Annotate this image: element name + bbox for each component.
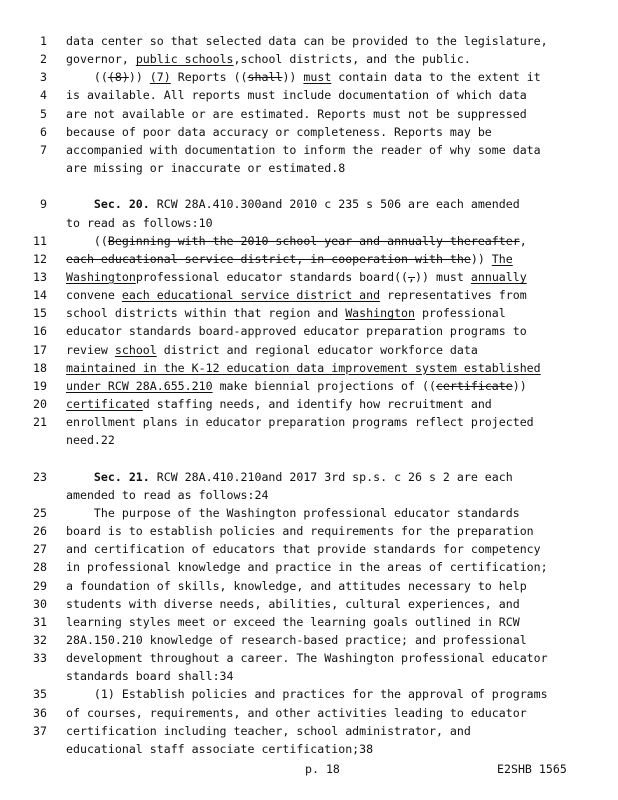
text-segment: (( bbox=[66, 70, 108, 85]
text-line bbox=[0, 32, 618, 50]
text-segment: in professional knowledge and practice in the areas of certification; bbox=[66, 560, 548, 575]
text-line bbox=[0, 685, 618, 703]
line-text bbox=[66, 395, 616, 413]
text-segment: )) bbox=[512, 378, 527, 393]
text-line bbox=[0, 286, 618, 304]
line-text bbox=[66, 105, 616, 123]
text-line bbox=[0, 268, 618, 286]
text-line bbox=[0, 377, 618, 395]
deleted-text: each educational service district, in cooperation with the bbox=[66, 251, 471, 266]
text-segment: convene bbox=[66, 288, 122, 303]
text-segment: is available. All reports must include documentation of which data bbox=[66, 88, 527, 103]
inserted-text: annually bbox=[470, 269, 527, 284]
page-footer bbox=[0, 760, 618, 778]
text-segment: standards board shall:34 bbox=[66, 669, 234, 684]
text-segment: development throughout a career. The Washington professional educator bbox=[66, 651, 548, 666]
line-text bbox=[66, 504, 616, 522]
text-line bbox=[0, 540, 618, 558]
text-segment: learning styles meet or exceed the learning goals outlined in RCW bbox=[66, 614, 520, 629]
line-number: 6 bbox=[40, 124, 47, 139]
text-line bbox=[0, 577, 618, 595]
text-segment: educator standards board-approved educator preparation programs to bbox=[66, 324, 527, 339]
inserted-text: maintained in the K-12 education data improvement system established bbox=[66, 360, 541, 375]
line-number: 12 bbox=[33, 251, 47, 266]
deleted-text: certificate bbox=[435, 378, 513, 393]
inserted-text: must bbox=[303, 70, 332, 85]
line-number: 3 bbox=[40, 70, 47, 85]
text-segment: The purpose of the Washington professional educator standards bbox=[66, 505, 520, 520]
text-line bbox=[0, 105, 618, 123]
text-line bbox=[0, 141, 618, 159]
line-number: 19 bbox=[33, 378, 47, 393]
line-text bbox=[66, 667, 616, 685]
text-line bbox=[0, 431, 618, 449]
line-number: 25 bbox=[33, 505, 47, 520]
line-number: 16 bbox=[33, 324, 47, 339]
text-line bbox=[0, 631, 618, 649]
line-number: 5 bbox=[40, 106, 47, 121]
text-line bbox=[0, 468, 618, 486]
text-line bbox=[0, 195, 618, 213]
text-segment: d staffing needs, and identify how recruitment and bbox=[142, 397, 492, 411]
line-text bbox=[66, 32, 616, 50]
text-segment: accompanied with documentation to inform the reader of why some data bbox=[66, 142, 541, 157]
line-text bbox=[66, 722, 616, 740]
text-line bbox=[0, 250, 618, 268]
line-text bbox=[66, 613, 616, 631]
line-number: 23 bbox=[33, 469, 47, 484]
line-number: 2 bbox=[40, 52, 47, 67]
line-text bbox=[66, 595, 616, 613]
text-segment: , bbox=[519, 233, 527, 248]
text-segment: representatives from bbox=[380, 288, 527, 303]
line-text bbox=[66, 685, 616, 703]
line-number: 28 bbox=[33, 560, 47, 575]
bill-identifier: E2SHB 1565 bbox=[497, 762, 567, 776]
text-line bbox=[0, 558, 618, 576]
line-number: 20 bbox=[33, 397, 47, 411]
text-segment: are missing or inaccurate or estimated.8 bbox=[66, 161, 346, 176]
text-line bbox=[0, 704, 618, 722]
line-text bbox=[66, 195, 616, 213]
text-segment: data center so that selected data can be provided to the legislature, bbox=[66, 34, 548, 48]
text-segment: ,school districts, and the public. bbox=[233, 52, 471, 67]
line-number: 30 bbox=[33, 596, 47, 611]
line-number: 33 bbox=[33, 651, 47, 666]
text-segment: make biennial projections of (( bbox=[212, 378, 436, 393]
line-text bbox=[66, 214, 616, 232]
line-number: 4 bbox=[40, 88, 47, 103]
text-line bbox=[0, 123, 618, 141]
text-segment: board is to establish policies and requirements for the preparation bbox=[66, 524, 534, 539]
text-line bbox=[0, 214, 618, 232]
line-number: 18 bbox=[33, 360, 47, 375]
text-segment: district and regional educator workforce data bbox=[156, 342, 478, 357]
line-number: 13 bbox=[33, 269, 47, 284]
section-heading: Sec. 20. bbox=[93, 197, 150, 212]
deleted-text: , bbox=[408, 269, 416, 284]
line-text bbox=[66, 232, 616, 250]
text-line bbox=[0, 68, 618, 86]
line-text bbox=[66, 431, 616, 449]
inserted-text: (7) bbox=[149, 70, 171, 85]
line-text bbox=[66, 341, 616, 359]
line-number: 21 bbox=[33, 415, 47, 430]
text-line bbox=[0, 504, 618, 522]
text-segment: RCW 28A.410.300and 2010 c 235 s 506 are each amended bbox=[149, 197, 520, 212]
line-text bbox=[66, 322, 616, 340]
text-line bbox=[0, 322, 618, 340]
line-text bbox=[66, 704, 616, 722]
line-number: 37 bbox=[33, 723, 47, 738]
text-segment: amended to read as follows:24 bbox=[66, 487, 269, 502]
text-line bbox=[0, 395, 618, 413]
line-text bbox=[66, 359, 616, 377]
text-segment: Reports (( bbox=[170, 70, 248, 85]
text-segment: contain data to the extent it bbox=[331, 70, 541, 85]
text-line bbox=[0, 667, 618, 685]
line-text bbox=[66, 304, 616, 322]
line-text bbox=[66, 740, 616, 758]
text-line bbox=[0, 740, 618, 758]
line-text bbox=[66, 268, 616, 286]
blank-line bbox=[0, 449, 618, 467]
text-line bbox=[0, 486, 618, 504]
text-line bbox=[0, 595, 618, 613]
text-segment: school districts within that region and bbox=[66, 306, 346, 321]
text-segment: a foundation of skills, knowledge, and attitudes necessary to help bbox=[66, 578, 527, 593]
line-text bbox=[66, 286, 616, 304]
deleted-text: (8) bbox=[107, 70, 129, 85]
deleted-text: shall bbox=[247, 70, 283, 85]
text-segment: (1) Establish policies and practices for the approval of programs bbox=[66, 687, 548, 702]
inserted-text: public schools bbox=[135, 52, 234, 67]
text-segment: professional bbox=[415, 306, 506, 321]
text-segment bbox=[66, 197, 94, 211]
line-text bbox=[66, 558, 616, 576]
text-segment: of courses, requirements, and other activities leading to educator bbox=[66, 705, 527, 720]
page-number: p. 18 bbox=[305, 762, 340, 776]
line-number: 31 bbox=[33, 614, 47, 629]
line-number: 9 bbox=[40, 197, 47, 212]
text-segment: to read as follows:10 bbox=[66, 215, 213, 230]
inserted-text: under RCW 28A.655.210 bbox=[66, 378, 213, 393]
section-heading: Sec. 21. bbox=[93, 469, 150, 484]
line-number: 7 bbox=[40, 142, 47, 157]
inserted-text: each educational service district and bbox=[121, 288, 381, 303]
inserted-text: school bbox=[114, 342, 157, 357]
line-number: 14 bbox=[33, 288, 47, 303]
text-line bbox=[0, 50, 618, 68]
text-line bbox=[0, 522, 618, 540]
line-text bbox=[66, 468, 616, 486]
line-text bbox=[66, 413, 616, 431]
line-text bbox=[66, 123, 616, 141]
line-number: 17 bbox=[33, 342, 47, 357]
text-segment: students with diverse needs, abilities, cultural experiences, and bbox=[66, 596, 520, 611]
line-number: 26 bbox=[33, 524, 47, 539]
line-text bbox=[66, 141, 616, 159]
text-segment: )) must bbox=[415, 269, 471, 284]
text-line bbox=[0, 649, 618, 667]
line-text bbox=[66, 540, 616, 558]
text-segment: and certification of educators that provide standards for competency bbox=[66, 542, 541, 557]
inserted-text: The bbox=[491, 251, 513, 266]
line-text bbox=[66, 50, 616, 68]
line-text bbox=[66, 649, 616, 667]
inserted-text: Washington bbox=[345, 306, 416, 321]
line-text bbox=[66, 86, 616, 104]
text-segment: educational staff associate certification;38 bbox=[66, 741, 374, 756]
text-segment: (( bbox=[66, 233, 108, 248]
text-line bbox=[0, 341, 618, 359]
line-number: 35 bbox=[33, 687, 47, 702]
text-line bbox=[0, 413, 618, 431]
line-text bbox=[66, 522, 616, 540]
text-segment: need.22 bbox=[66, 433, 115, 448]
text-segment: RCW 28A.410.210and 2017 3rd sp.s. c 26 s 2 are each bbox=[149, 469, 513, 484]
text-line bbox=[0, 232, 618, 250]
blank-line bbox=[0, 177, 618, 195]
line-number: 29 bbox=[33, 578, 47, 593]
text-segment: )) bbox=[470, 251, 492, 266]
line-number: 15 bbox=[33, 306, 47, 321]
text-line bbox=[0, 304, 618, 322]
text-segment: are not available or are estimated. Reports must not be suppressed bbox=[66, 106, 527, 121]
text-segment: 28A.150.210 knowledge of research-based practice; and professional bbox=[66, 632, 527, 647]
text-line bbox=[0, 722, 618, 740]
line-text bbox=[66, 486, 616, 504]
text-line bbox=[0, 86, 618, 104]
line-text bbox=[66, 159, 616, 177]
text-segment: governor, bbox=[66, 52, 136, 67]
text-line bbox=[0, 159, 618, 177]
text-segment: review bbox=[66, 342, 115, 357]
line-number: 11 bbox=[33, 233, 47, 248]
text-segment: )) bbox=[282, 70, 304, 85]
line-text bbox=[66, 631, 616, 649]
inserted-text: Washington bbox=[66, 269, 136, 284]
text-segment: professional educator standards board(( bbox=[135, 269, 409, 284]
line-number: 32 bbox=[33, 632, 47, 647]
line-text bbox=[66, 68, 616, 86]
inserted-text: certificate bbox=[66, 397, 143, 411]
text-segment: )) bbox=[128, 70, 150, 85]
line-text bbox=[66, 577, 616, 595]
text-line bbox=[0, 359, 618, 377]
line-number: 27 bbox=[33, 542, 47, 557]
line-number: 1 bbox=[40, 34, 47, 48]
deleted-text: Beginning with the 2010 school year and annually thereafter bbox=[107, 233, 520, 248]
line-text bbox=[66, 377, 616, 395]
line-number: 36 bbox=[33, 705, 47, 720]
text-segment bbox=[66, 470, 94, 484]
text-line bbox=[0, 613, 618, 631]
text-segment: certification including teacher, school administrator, and bbox=[66, 723, 471, 738]
line-text bbox=[66, 250, 616, 268]
text-segment: enrollment plans in educator preparation programs reflect projected bbox=[66, 415, 534, 430]
text-segment: because of poor data accuracy or completeness. Reports may be bbox=[66, 124, 492, 139]
